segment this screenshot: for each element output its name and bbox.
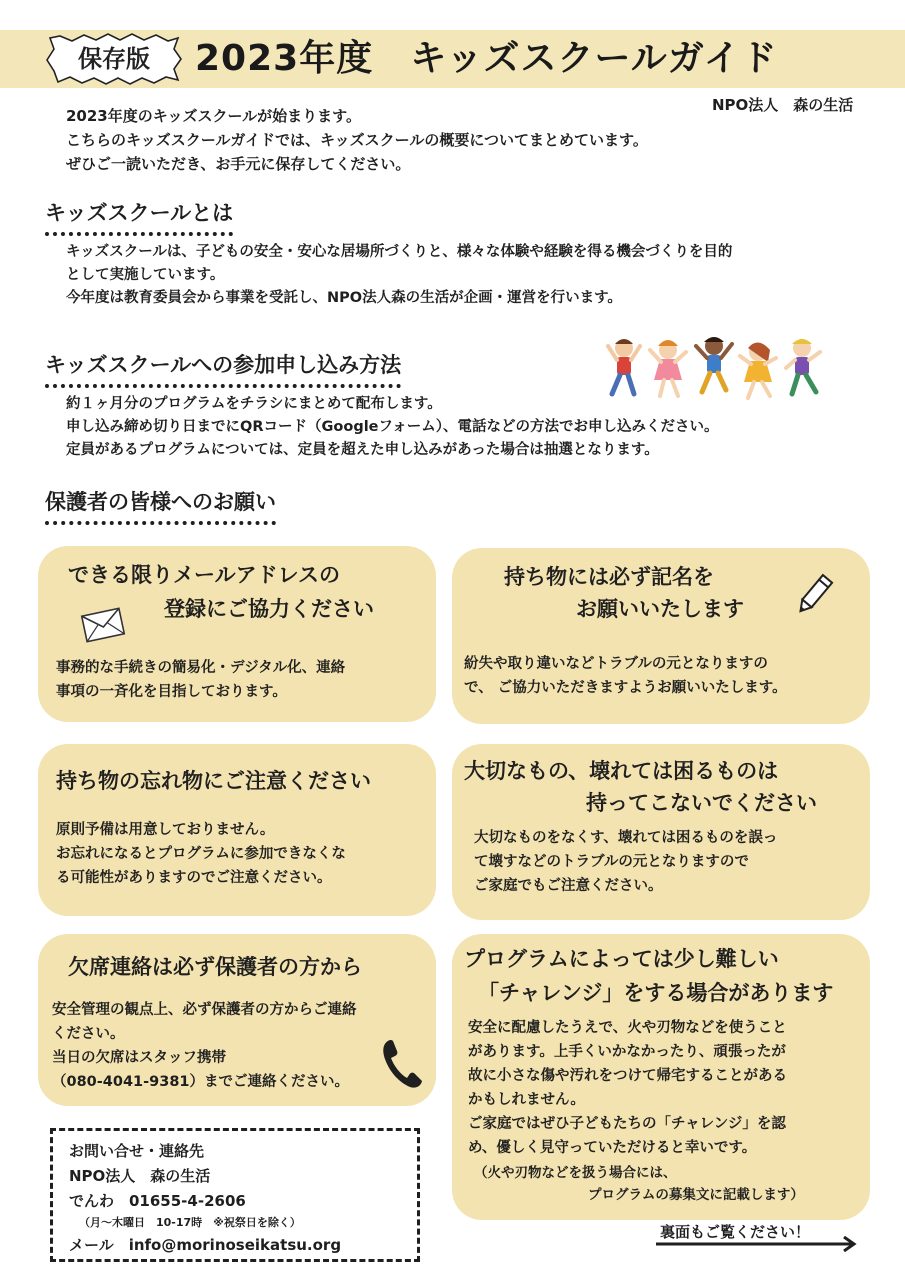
card-line: て壊すなどのトラブルの元となりますので [474, 854, 749, 870]
body-line: 今年度は教育委員会から事業を受託し、NPO法人森の生活が企画・運営を行います。 [66, 290, 622, 306]
card-line: 当日の欠席はスタッフ携帯 [52, 1050, 226, 1066]
card-line: ご家庭ではぜひ子どもたちの「チャレンジ」を認 [468, 1116, 786, 1132]
child-figure [696, 337, 732, 392]
card-title: お願いいたします [576, 597, 744, 621]
pencil-icon [792, 572, 836, 618]
body-line: 約１ヶ月分のプログラムをチラシにまとめて配布します。 [66, 396, 442, 412]
card-title: 欠席連絡は必ず保護者の方から [68, 955, 362, 979]
card-body [56, 656, 345, 704]
card-line: 原則予備は用意しておりません。 [56, 822, 275, 838]
section-heading-apply: キッズスクールへの参加申し込み方法 [45, 352, 401, 388]
contact-hours: （月～木曜日 10-17時 ※祝祭日を除く） [79, 1216, 301, 1229]
card-title: 「チャレンジ」をする場合があります [478, 981, 834, 1005]
card-body [464, 652, 787, 700]
child-figure [786, 339, 820, 394]
card-line: 事項の一斉化を目指しております。 [56, 684, 287, 700]
child-figure [650, 340, 686, 396]
contact-org: NPO法人 森の生活 [69, 1167, 211, 1185]
intro-line: 2023年度のキッズスクールが始まります。 [66, 107, 361, 125]
card-line: 故に小さな傷や汚れをつけて帰宅することがある [468, 1068, 787, 1084]
card-body [56, 818, 346, 890]
card-email-registration [38, 546, 436, 722]
card-body [52, 998, 357, 1094]
card-title: 登録にご協力ください [164, 597, 374, 621]
card-note: プログラムの募集文に記載します） [588, 1187, 804, 1203]
intro-text [66, 104, 648, 176]
card-line: 事務的な手続きの簡易化・デジタル化、連絡 [56, 660, 346, 676]
section-body-about [66, 241, 732, 310]
body-line: として実施しています。 [66, 267, 225, 283]
card-line: お忘れになるとプログラムに参加できなくな [56, 846, 346, 862]
intro-line: こちらのキッズスクールガイドでは、キッズスクールの概要についてまとめています。 [66, 131, 648, 149]
card-note: （火や刃物などを扱う場合には、 [474, 1165, 677, 1181]
intro-line: ぜひご一読いただき、お手元に保存してください。 [66, 155, 411, 173]
card-title: できる限りメールアドレスの [68, 563, 340, 587]
badge-label: 保存版 [78, 45, 150, 73]
card-line: かもしれません。 [468, 1092, 585, 1108]
card-line: る可能性がありますのでご注意ください。 [56, 870, 332, 886]
card-line: 大切なものをなくす、壊れては困るものを誤っ [474, 830, 778, 846]
section-heading-requests: 保護者の皆様へのお願い [45, 489, 276, 525]
card-body [474, 826, 777, 898]
child-figure [608, 339, 640, 394]
card-line: め、優しく見守っていただけると幸いです。 [468, 1140, 757, 1156]
card-title: プログラムによっては少し難しい [464, 947, 779, 971]
card-absence-contact [38, 934, 436, 1106]
body-line: 申し込み締め切り日までにQRコード（Googleフォーム）、電話などの方法でお申し込みください。 [66, 419, 719, 435]
card-title: 持ってこないでください [586, 791, 817, 815]
card-line: で、 ご協力いただきますようお願いいたします。 [464, 680, 787, 696]
body-line: 定員があるプログラムについては、定員を超えた申し込みがあった場合は抽選となります。 [66, 442, 659, 458]
card-line: があります。上手くいかなかったり、頑張ったが [468, 1044, 786, 1060]
back-page-note: 裏面もご覧ください！ [660, 1223, 811, 1241]
contact-phone[interactable]: でんわ 01655-4-2606 [69, 1192, 246, 1210]
keep-badge [46, 32, 182, 86]
contact-box [50, 1128, 420, 1262]
card-name-labels [452, 548, 870, 724]
phone-icon [380, 1036, 424, 1090]
card-challenge [452, 934, 870, 1220]
page-title: 2023年度 キッズスクールガイド [195, 38, 778, 79]
card-title: 持ち物には必ず記名を [504, 565, 714, 589]
section-heading-about: キッズスクールとは [45, 200, 233, 236]
card-line: （080-4041-9381）までご連絡ください。 [52, 1074, 350, 1090]
envelope-icon [80, 606, 126, 644]
card-body [468, 1016, 787, 1160]
contact-label: お問い合せ・連絡先 [69, 1142, 205, 1160]
card-line: 安全に配慮したうえで、火や刃物などを使うこと [468, 1020, 787, 1036]
contact-email[interactable]: メール info@morinoseikatsu.org [69, 1236, 342, 1254]
card-line: ご家庭でもご注意ください。 [474, 878, 663, 894]
body-line: キッズスクールは、子どもの安全・安心な居場所づくりと、様々な体験や経験を得る機会づくりを目的 [66, 244, 733, 260]
arrow-right-icon [656, 1236, 862, 1252]
child-figure [740, 342, 776, 398]
card-valuables [452, 744, 870, 920]
organization-name: NPO法人 森の生活 [712, 96, 854, 114]
card-line: 安全管理の観点上、必ず保護者の方からご連絡 [52, 1002, 357, 1018]
card-line: 紛失や取り違いなどトラブルの元となりますの [464, 656, 768, 672]
card-line: ください。 [52, 1026, 125, 1042]
card-forgotten-items [38, 744, 436, 916]
card-title: 大切なもの、壊れては困るものは [464, 759, 779, 783]
children-illustration [598, 332, 828, 404]
card-title: 持ち物の忘れ物にご注意ください [56, 769, 371, 793]
